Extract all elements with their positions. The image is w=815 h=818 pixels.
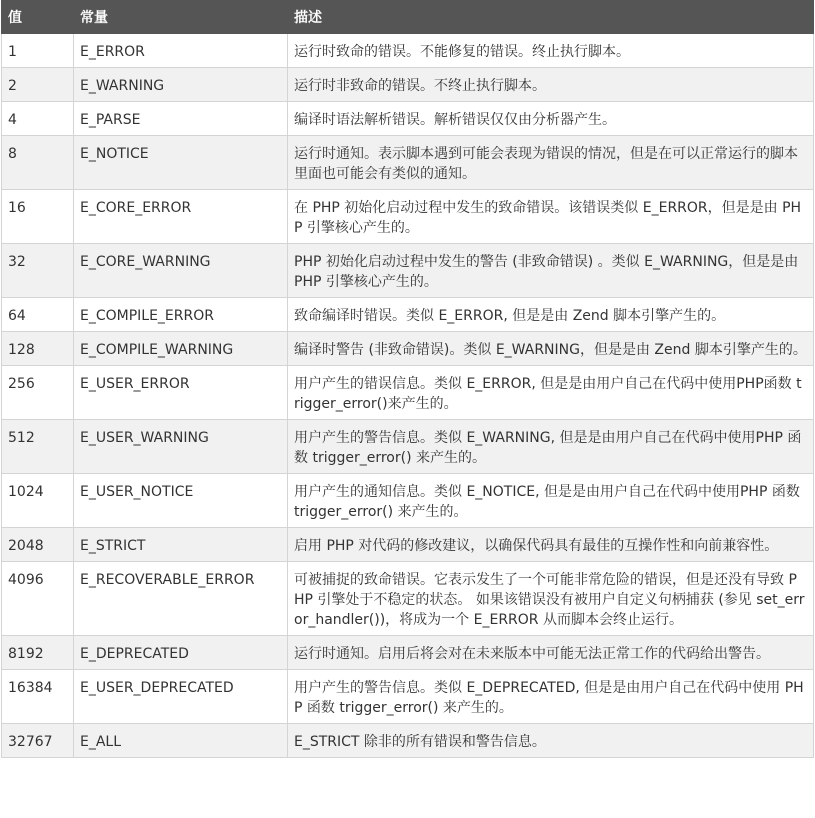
cell-value: 2048 [2,528,74,562]
table-row [2,636,814,670]
cell-description: 运行时通知。启用后将会对在未来版本中可能无法正常工作的代码给出警告。 [288,636,814,670]
cell-constant: E_COMPILE_WARNING [74,332,288,366]
table-row [2,244,814,298]
table-header-row [2,1,814,34]
cell-constant: E_ALL [74,724,288,758]
cell-constant: E_STRICT [74,528,288,562]
cell-value: 32 [2,244,74,298]
table-row [2,332,814,366]
header-description: 描述 [288,1,814,34]
cell-description: 编译时语法解析错误。解析错误仅仅由分析器产生。 [288,102,814,136]
cell-constant: E_WARNING [74,68,288,102]
cell-description: 用户产生的通知信息。类似 E_NOTICE, 但是是由用户自己在代码中使用PHP 函数 trigger_error() 来产生的。 [288,474,814,528]
cell-description: 在 PHP 初始化启动过程中发生的致命错误。该错误类似 E_ERROR，但是是由 PHP 引擎核心产生的。 [288,190,814,244]
cell-constant: E_CORE_ERROR [74,190,288,244]
table-row [2,298,814,332]
table-row [2,190,814,244]
cell-description: 运行时通知。表示脚本遇到可能会表现为错误的情况，但是在可以正常运行的脚本里面也可能会有类似的通知。 [288,136,814,190]
cell-constant: E_DEPRECATED [74,636,288,670]
cell-value: 4096 [2,562,74,636]
cell-value: 4 [2,102,74,136]
cell-constant: E_USER_ERROR [74,366,288,420]
cell-value: 8192 [2,636,74,670]
cell-description: 编译时警告 (非致命错误)。类似 E_WARNING，但是是由 Zend 脚本引擎产生的。 [288,332,814,366]
cell-value: 16 [2,190,74,244]
cell-constant: E_NOTICE [74,136,288,190]
cell-constant: E_USER_DEPRECATED [74,670,288,724]
cell-constant: E_COMPILE_ERROR [74,298,288,332]
cell-value: 1024 [2,474,74,528]
cell-description: 用户产生的警告信息。类似 E_WARNING, 但是是由用户自己在代码中使用PHP 函数 trigger_error() 来产生的。 [288,420,814,474]
table-row [2,528,814,562]
cell-description: 致命编译时错误。类似 E_ERROR, 但是是由 Zend 脚本引擎产生的。 [288,298,814,332]
cell-constant: E_PARSE [74,102,288,136]
cell-description: 用户产生的错误信息。类似 E_ERROR, 但是是由用户自己在代码中使用PHP函数 trigger_error()来产生的。 [288,366,814,420]
cell-constant: E_RECOVERABLE_ERROR [74,562,288,636]
table-body [2,34,814,758]
cell-value: 8 [2,136,74,190]
cell-value: 128 [2,332,74,366]
table-row [2,136,814,190]
table-row [2,34,814,68]
cell-constant: E_ERROR [74,34,288,68]
cell-value: 2 [2,68,74,102]
cell-value: 256 [2,366,74,420]
cell-description: 可被捕捉的致命错误。它表示发生了一个可能非常危险的错误，但是还没有导致 PHP 引擎处于不稳定的状态。 如果该错误没有被用户自定义句柄捕获 (参见 set_error_handler())，将成为一个 E_ERROR 从而脚本会终止运行。 [288,562,814,636]
cell-description: 运行时非致命的错误。不终止执行脚本。 [288,68,814,102]
table-row [2,102,814,136]
table-row [2,68,814,102]
cell-constant: E_USER_NOTICE [74,474,288,528]
cell-value: 512 [2,420,74,474]
table-row [2,420,814,474]
header-constant: 常量 [74,1,288,34]
cell-description: 运行时致命的错误。不能修复的错误。终止执行脚本。 [288,34,814,68]
php-error-constants-table [1,0,814,758]
cell-description: E_STRICT 除非的所有错误和警告信息。 [288,724,814,758]
cell-value: 1 [2,34,74,68]
table-row [2,724,814,758]
table-row [2,562,814,636]
cell-value: 16384 [2,670,74,724]
cell-value: 64 [2,298,74,332]
table-row [2,670,814,724]
cell-constant: E_USER_WARNING [74,420,288,474]
header-value: 值 [2,1,74,34]
cell-value: 32767 [2,724,74,758]
cell-description: 启用 PHP 对代码的修改建议，以确保代码具有最佳的互操作性和向前兼容性。 [288,528,814,562]
table-row [2,474,814,528]
table-row [2,366,814,420]
cell-constant: E_CORE_WARNING [74,244,288,298]
cell-description: 用户产生的警告信息。类似 E_DEPRECATED, 但是是由用户自己在代码中使用 PHP 函数 trigger_error() 来产生的。 [288,670,814,724]
cell-description: PHP 初始化启动过程中发生的警告 (非致命错误) 。类似 E_WARNING，但是是由 PHP 引擎核心产生的。 [288,244,814,298]
